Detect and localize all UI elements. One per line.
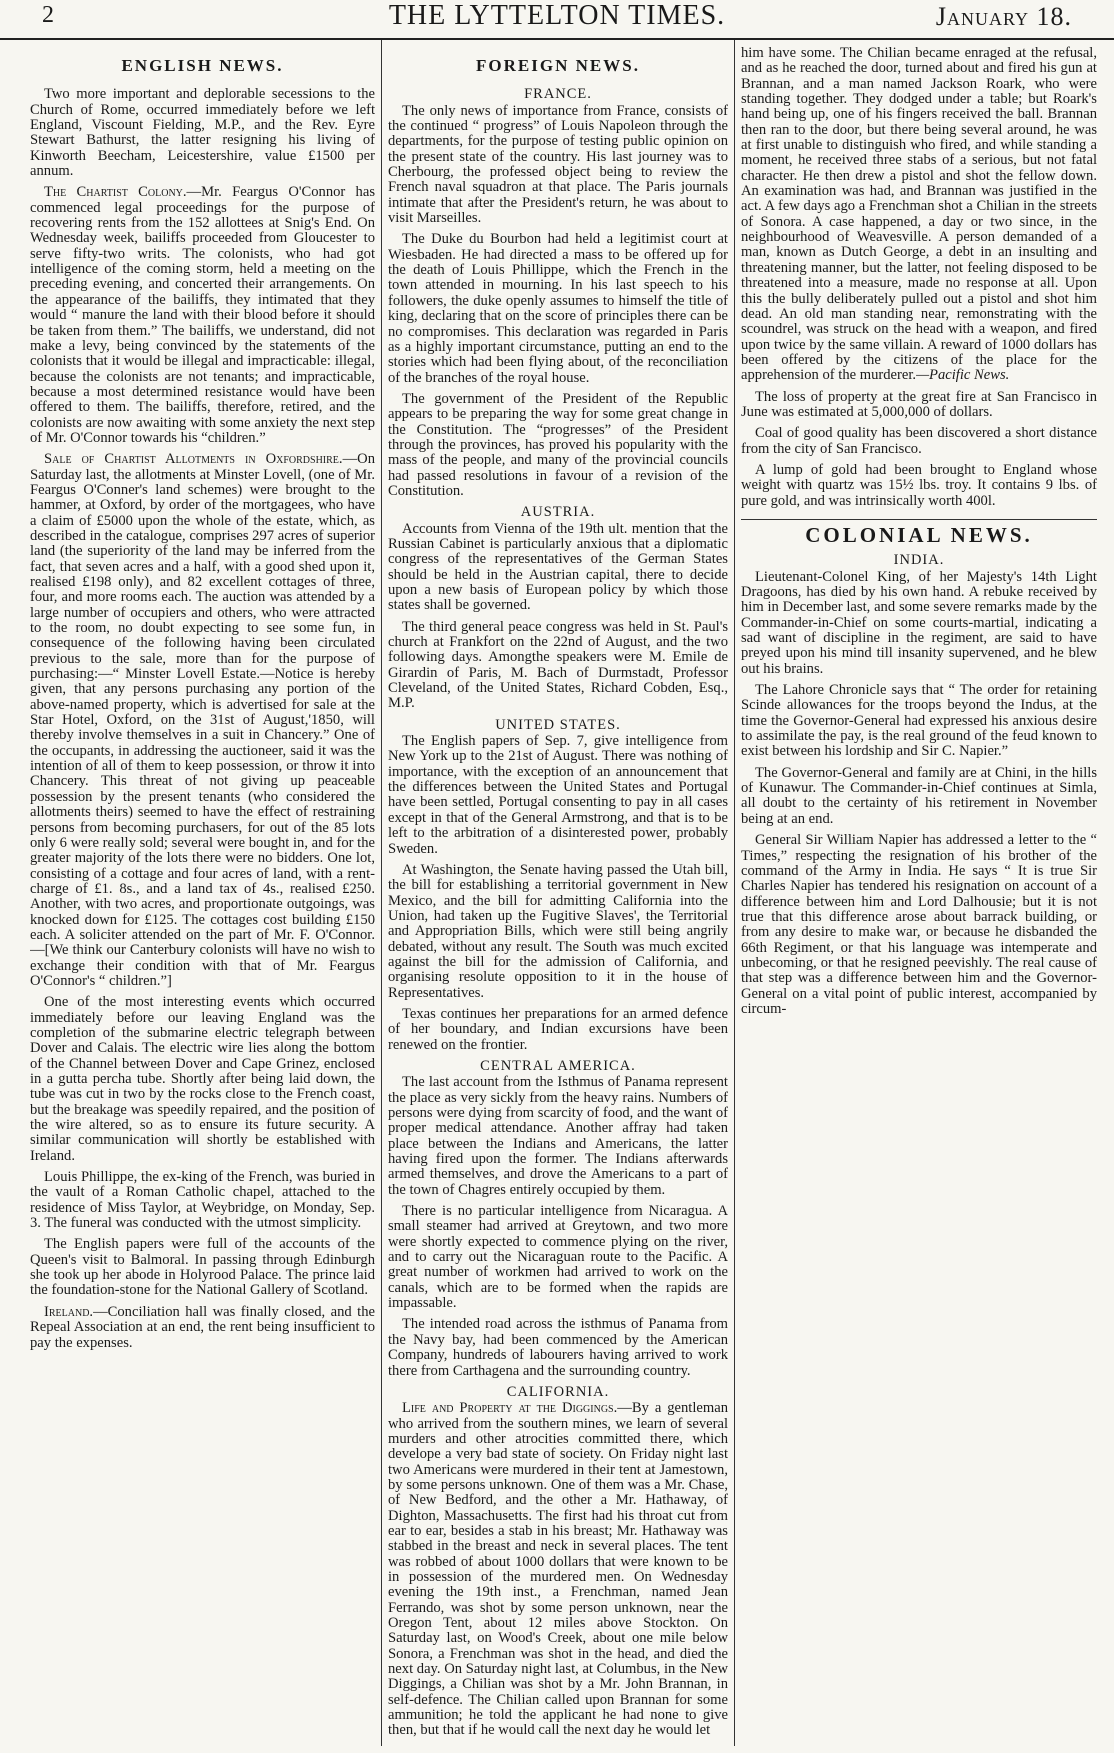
article-paragraph: At Washington, the Senate having passed the Utah bill, the bill for establishing a territorial government in New Mexico, and the bill for admitting California into the Union, had taken up the Fugitive Slaves', the Territorial and Appropriation Bills, which were still being angrily debated, without any result. The South was much excited against the bill for the admission of California, and organising resolute opposition to it in the house of Representatives. xyxy=(388,861,728,1001)
article-paragraph xyxy=(30,452,375,989)
paragraph-body: —Conciliation hall was finally closed, and the Repeal Association at an end, the rent being insufficient to pay the expenses. xyxy=(30,1303,375,1351)
article-paragraph: One of the most interesting events which occurred immediately before our leaving England was the completion of the submarine electric telegraph between Dover and Calais. The electric wire lies along the bottom of the Channel between Dover and Cape Grinez, enclosed in a gutta percha tube. Shortly after being laid down, the tube was cut in two by the rocks close to the French coast, but the breakage was speedily repaired, and the position of the wire altered, so as to ensure its future security. A similar communication will shortly be established with Ireland. xyxy=(30,994,375,1164)
article-paragraph xyxy=(388,1401,728,1739)
article-paragraph: Lieutenant-Colonel King, of her Majesty's 14th Light Dragoons, has died by his own hand. A rebuke received by him in December last, and some severe remarks made by the Commander-in-Chief on some courts-martial, indicating a sad want of discipline in the regiment, are said to have preyed upon his mind till insanity supervened, and he blew out his brains. xyxy=(741,568,1097,677)
article-paragraph: The Lahore Chronicle says that “ The order for retaining Scinde allowances for the troops beyond the Indus, at the time the Governor-General had expressed his anxious desire to assimilate the pay, is the real ground of the feud known to exist between his lordship and Sir C. Napier.” xyxy=(741,682,1097,760)
column-rule xyxy=(381,40,382,1746)
newspaper-title: THE LYTTELTON TIMES. xyxy=(388,0,726,31)
article-paragraph: The English papers of Sep. 7, give intelligence from New York up to the 21st of August. There was nothing of importance, with the exception of an announcement that the differences between the United States and Portugal have been settled, Portugal consenting to pay in all cases except in that of the General Armstrong, and that is to be left to the arbitration of a disinterested power, probably Sweden. xyxy=(388,733,728,857)
paragraph-lead: Ireland. xyxy=(44,1303,94,1320)
source-credit: —Pacific News. xyxy=(916,367,1010,384)
article-paragraph-continued xyxy=(741,46,1097,384)
article-paragraph xyxy=(30,1305,375,1351)
article-paragraph: The only news of importance from France, consists of the continued “ progress” of Louis Napoleon through the departments, for the purpose of testing public opinion on the present state of the country. His last journey was to Cherbourg, the professed object being to review the French naval squadron at that place. The Paris journals intimate that after the President's return, he was about to visit Marseilles. xyxy=(388,102,728,227)
column-2 xyxy=(388,46,728,1746)
subheading-austria: AUSTRIA. xyxy=(520,504,596,521)
article-paragraph: The Governor-General and family are at Chini, in the hills of Kunawur. The Commander-in-Chief continues at Simla, all doubt to the certainty of his retirement in November being at an end. xyxy=(741,764,1097,827)
article-paragraph: Two more important and deplorable secessions to the Church of Rome, occurred immediately before we left England, Viscount Fielding, M.P., and the Rev. Eyre Stewart Bathurst, the latter resigning his living of Kinworth Beecham, Leicestershire, value £1500 per annum. xyxy=(30,86,375,180)
article-paragraph: A lump of gold had been brought to England whose weight with quartz was 15½ lbs. troy. It contains 9 lbs. of pure gold, and was intrinsically worth 400l. xyxy=(741,461,1097,509)
subheading-india: INDIA. xyxy=(893,552,945,569)
column-3 xyxy=(741,46,1097,1746)
article-paragraph: There is no particular intelligence from Nicaragua. A small steamer had arrived at Greytown, and two more were shortly expected to commence plying on the river, and to carry out the Nicaraguan route to the Pacific. A great number of workmen had arrived to work on the canals, which are to be formed when the rapids are impassable. xyxy=(388,1203,728,1312)
column-1 xyxy=(30,46,375,1746)
section-heading-foreign-news: FOREIGN NEWS. xyxy=(476,56,640,75)
article-paragraph: General Sir William Napier has addressed a letter to the “ Times,” respecting the resignation of his brother of the command of the Army in India. He says “ It is true Sir Charles Napier has tendered his resignation on account of a difference between him and Lord Dalhousie; but it is not true that this difference arose about barrack building, or from any desire to make war, or because he disbanded the 66th Regiment, or that his language was intemperate and unbecoming, or that he resigned peevishly. The real cause of that step was a difference between him and the Governor-General on a vital point of public interest, accompanied by circum- xyxy=(741,832,1097,1017)
section-divider xyxy=(741,519,1097,520)
subheading-central-america: CENTRAL AMERICA. xyxy=(480,1057,636,1074)
article-paragraph: The Duke du Bourbon had held a legitimist court at Wiesbaden. He had directed a mass to be offered up for the death of Louis Phillippe, which the French in the town attended in mourning. In his last speech to his followers, the duke openly assumes to himself the title of king, declaring that on the score of principles there can be no compromises. This declaration was regarded in Paris as a highly important circumstance, putting an end to the stories which had been flying about, of the reconciliation of the branches of the royal house. xyxy=(388,231,728,386)
section-heading-colonial-news: COLONIAL NEWS. xyxy=(805,522,1033,547)
article-paragraph: The third general peace congress was held in St. Paul's church at Frankfort on the 22nd of August, and the two following days. Amongthe speakers were M. Emile de Girardin of Paris, M. Bach of Durmstadt, Professor Cleveland, of the United States, Richard Cobden, Esq., M.P. xyxy=(388,618,728,712)
article-paragraph: Louis Phillippe, the ex-king of the French, was buried in the vault of a Roman Catholic chapel, attached to the residence of Miss Taylor, at Weybridge, on Monday, Sep. 3. The funeral was conducted with the utmost simplicity. xyxy=(30,1169,375,1232)
article-paragraph: The English papers were full of the accounts of the Queen's visit to Balmoral. In passing through Edinburgh she took up her abode in Holyrood Palace. The prince laid the foundation-stone for the National Gallery of Scotland. xyxy=(30,1236,375,1299)
section-heading-english-news: ENGLISH NEWS. xyxy=(121,56,284,75)
subheading-california: CALIFORNIA. xyxy=(506,1383,610,1400)
paragraph-lead: Sale of Chartist Allotments in Oxfordshire. xyxy=(44,451,343,468)
masthead xyxy=(0,0,1114,40)
article-paragraph: The intended road across the isthmus of Panama from the Navy bay, had been commenced by the American Company, hundreds of labourers having arrived to work there from Carthagena and the surrounding country. xyxy=(388,1316,728,1379)
article-paragraph: Coal of good quality has been discovered a short distance from the city of San Francisco. xyxy=(741,425,1097,457)
subheading-france: FRANCE. xyxy=(524,86,592,103)
article-paragraph: The loss of property at the great fire at San Francisco in June was estimated at 5,000,000 of dollars. xyxy=(741,388,1097,420)
article-paragraph: The last account from the Isthmus of Panama represent the place as very sickly from the heavy rains. Numbers of persons were dying from scarcity of food, and the want of proper medical attendance. Another affray had taken place between the Indians and Americans, the latter having fired upon the former. The Indians afterwards armed themselves, and drove the Americans to a part of the town of Chagres entirely occupied by them. xyxy=(388,1074,728,1198)
paragraph-lead: The Chartist Colony. xyxy=(44,184,187,201)
article-paragraph xyxy=(30,185,375,446)
article-paragraph: The government of the President of the Republic appears to be preparing the way for some great change in the Constitution. The “progresses” of the President through the provinces, has proved his popularity with the mass of the people, and many of the provincial councils had passed resolutions in favour of a revision of the Constitution. xyxy=(388,390,728,499)
paragraph-body: —On Saturday last, the allotments at Minster Lovell, (one of Mr. Feargus O'Conner's land schemes) were brought to the hammer, at Oxford, by order of the mortgagees, who have a claim of £5000 upon the whole of the estate, which, as described in the catalogue, comprises 297 acres of superior land (the superiority of the land may be inferred from the fact, that seven acres and a half, with a good shed upon it, realised £198 only), and 82 excellent cottages of three, four, and more rooms each. The auction was attended by a large number of occupiers and others, who were attracted to the room, no doubt expecting to see some fun, in consequence of the following having been circulated previous to the sale, more than for the purpose of purchasing:—“ Minster Lovell Estate.—Notice is hereby given, that any persons purchasing any portion of the above-named property, which is advertised for sale at the Star Hotel, Oxford, on the 31st of August,'1850, will thereby involve themselves in a suit in Chancery.” One of the occupants, in addressing the auctioneer, said it was the intention of all of them to keep possession, or throw it into Chancery. This threat of not giving up peaceable possession by the present tenants (who considered the allotments theirs) seemed to have the effect of restraining persons from becoming purchasers, for out of the 85 lots only 6 were really sold; several were bought in, and for the greater majority of the lots there were no bidders. One lot, consisting of a cottage and four acres of land, with a rent-charge of £1. 8s., and a land tax of 4s., realised £250. Another, with two acres, and proportionate outgoings, was knocked down for £125. The cottages cost building £150 each. A soliciter attended on the part of Mr. F. O'Connor.—[We think our Canterbury colonists will have no wish to exchange their condition with that of Mr. Feargus O'Connor's “ children.”] xyxy=(30,451,375,989)
paragraph-body-continued: him have some. The Chilian became enraged at the refusal, and as he reached the door, turned about and fired his gun at Brannan, and a man named Jackson Roark, who were standing together. They dodged under a table; but Roark's hand being up, one of his fingers received the ball. Brannan then ran to the door, but there being several around, he was at first unable to distinguish who fired, and while standing a moment, he received three stabs of a serious, but not fatal character. He then drew a pistol and shot the fellow down. An examination was had, and Brannan was justified in the act. A few days ago a Frenchman shot a Chilian in the streets of Sonora. A case happened, a day or two since, in the neighbourhood of Weavesville. A person demanded of a man, known as Dutch George, a debt in an insulting and threatening manner, but the latter, not feeling disposed to be threatened into a measure, made no response at all. Upon this the bully deliberately pulled out a pistol and shot him dead. An old man standing near, remonstrating with the scoundrel, was struck on the head with a weapon, and fired upon twice by the same villain. A reward of 1000 dollars has been offered by the citizens of the place for the apprehension of the murderer. xyxy=(741,46,1097,384)
article-paragraph: Accounts from Vienna of the 19th ult. mention that the Russian Cabinet is particularly anxious that a diplomatic congress of the representatives of the German States should be held in the Austrian capital, there to decide upon a new basis of European policy by which those states shall be governed. xyxy=(388,520,728,614)
column-rule xyxy=(734,40,735,1746)
paragraph-body: —By a gentleman who arrived from the southern mines, we learn of several murders and other atrocities committed there, which develope a very bad state of society. On Friday night last two Americans were murdered in their tent at Jamestown, by some persons unknown. One of them was a Mr. Chase, of New Bedford, and the other a Mr. Hathaway, of Dighton, Massachusetts. The first had his throat cut from ear to ear, besides a stab in his breast; Mr. Hathaway was stabbed in the breast and neck in several places. The tent was robbed of about 1000 dollars that were known to be in possession of the murdered men. On Wednesday evening the 19th inst., a Frenchman, named Jean Ferrando, was shot by some person unknown, near the Oregon Tent, about 12 miles above Stockton. On Saturday last, on Wood's Creek, about one mile below Sonora, a Frenchman was shot in the head, and died the next day. On Saturday night last, at Columbus, in the New Diggings, a Chilian was shot by a Mr. John Brannan, in self-defence. The Chilian called upon Brannan for some ammunition; he told the applicant he had none to give then, but that if he would call the next day he would let xyxy=(388,1400,728,1739)
article-paragraph: Texas continues her preparations for an armed defence of her boundary, and Indian excursions have been renewed on the frontier. xyxy=(388,1005,728,1053)
paragraph-body: —Mr. Feargus O'Connor has commenced legal proceedings for the purpose of recovering rents from the 152 allottees at Snig's End. On Wednesday week, bailiffs proceeded from Gloucester to serve fifty-two writs. The colonists, who had got intelligence of the coming storm, held a meeting on the preceding evening, and concerted their arrangements. On the appearance of the bailiffs, they intimated that they would “ manure the land with their blood before it should be taken from them.” The bailiffs, we understand, did not make a levy, being convinced by the statements of the colonists that it would be illegal and impracticable: illegal, because the colonists are not tenants; and impracticable, because a most determined resistance would have been offered to them. The bailiffs, therefore, retired, and the colonists are now awaiting with some anxiety the next step of Mr. O'Connor towards his “children.” xyxy=(30,184,375,446)
subheading-united-states: UNITED STATES. xyxy=(495,716,621,733)
paragraph-lead: Life and Property at the Diggings. xyxy=(402,1400,618,1417)
issue-date: January 18. xyxy=(935,2,1072,31)
page-number: 2 xyxy=(42,2,54,28)
